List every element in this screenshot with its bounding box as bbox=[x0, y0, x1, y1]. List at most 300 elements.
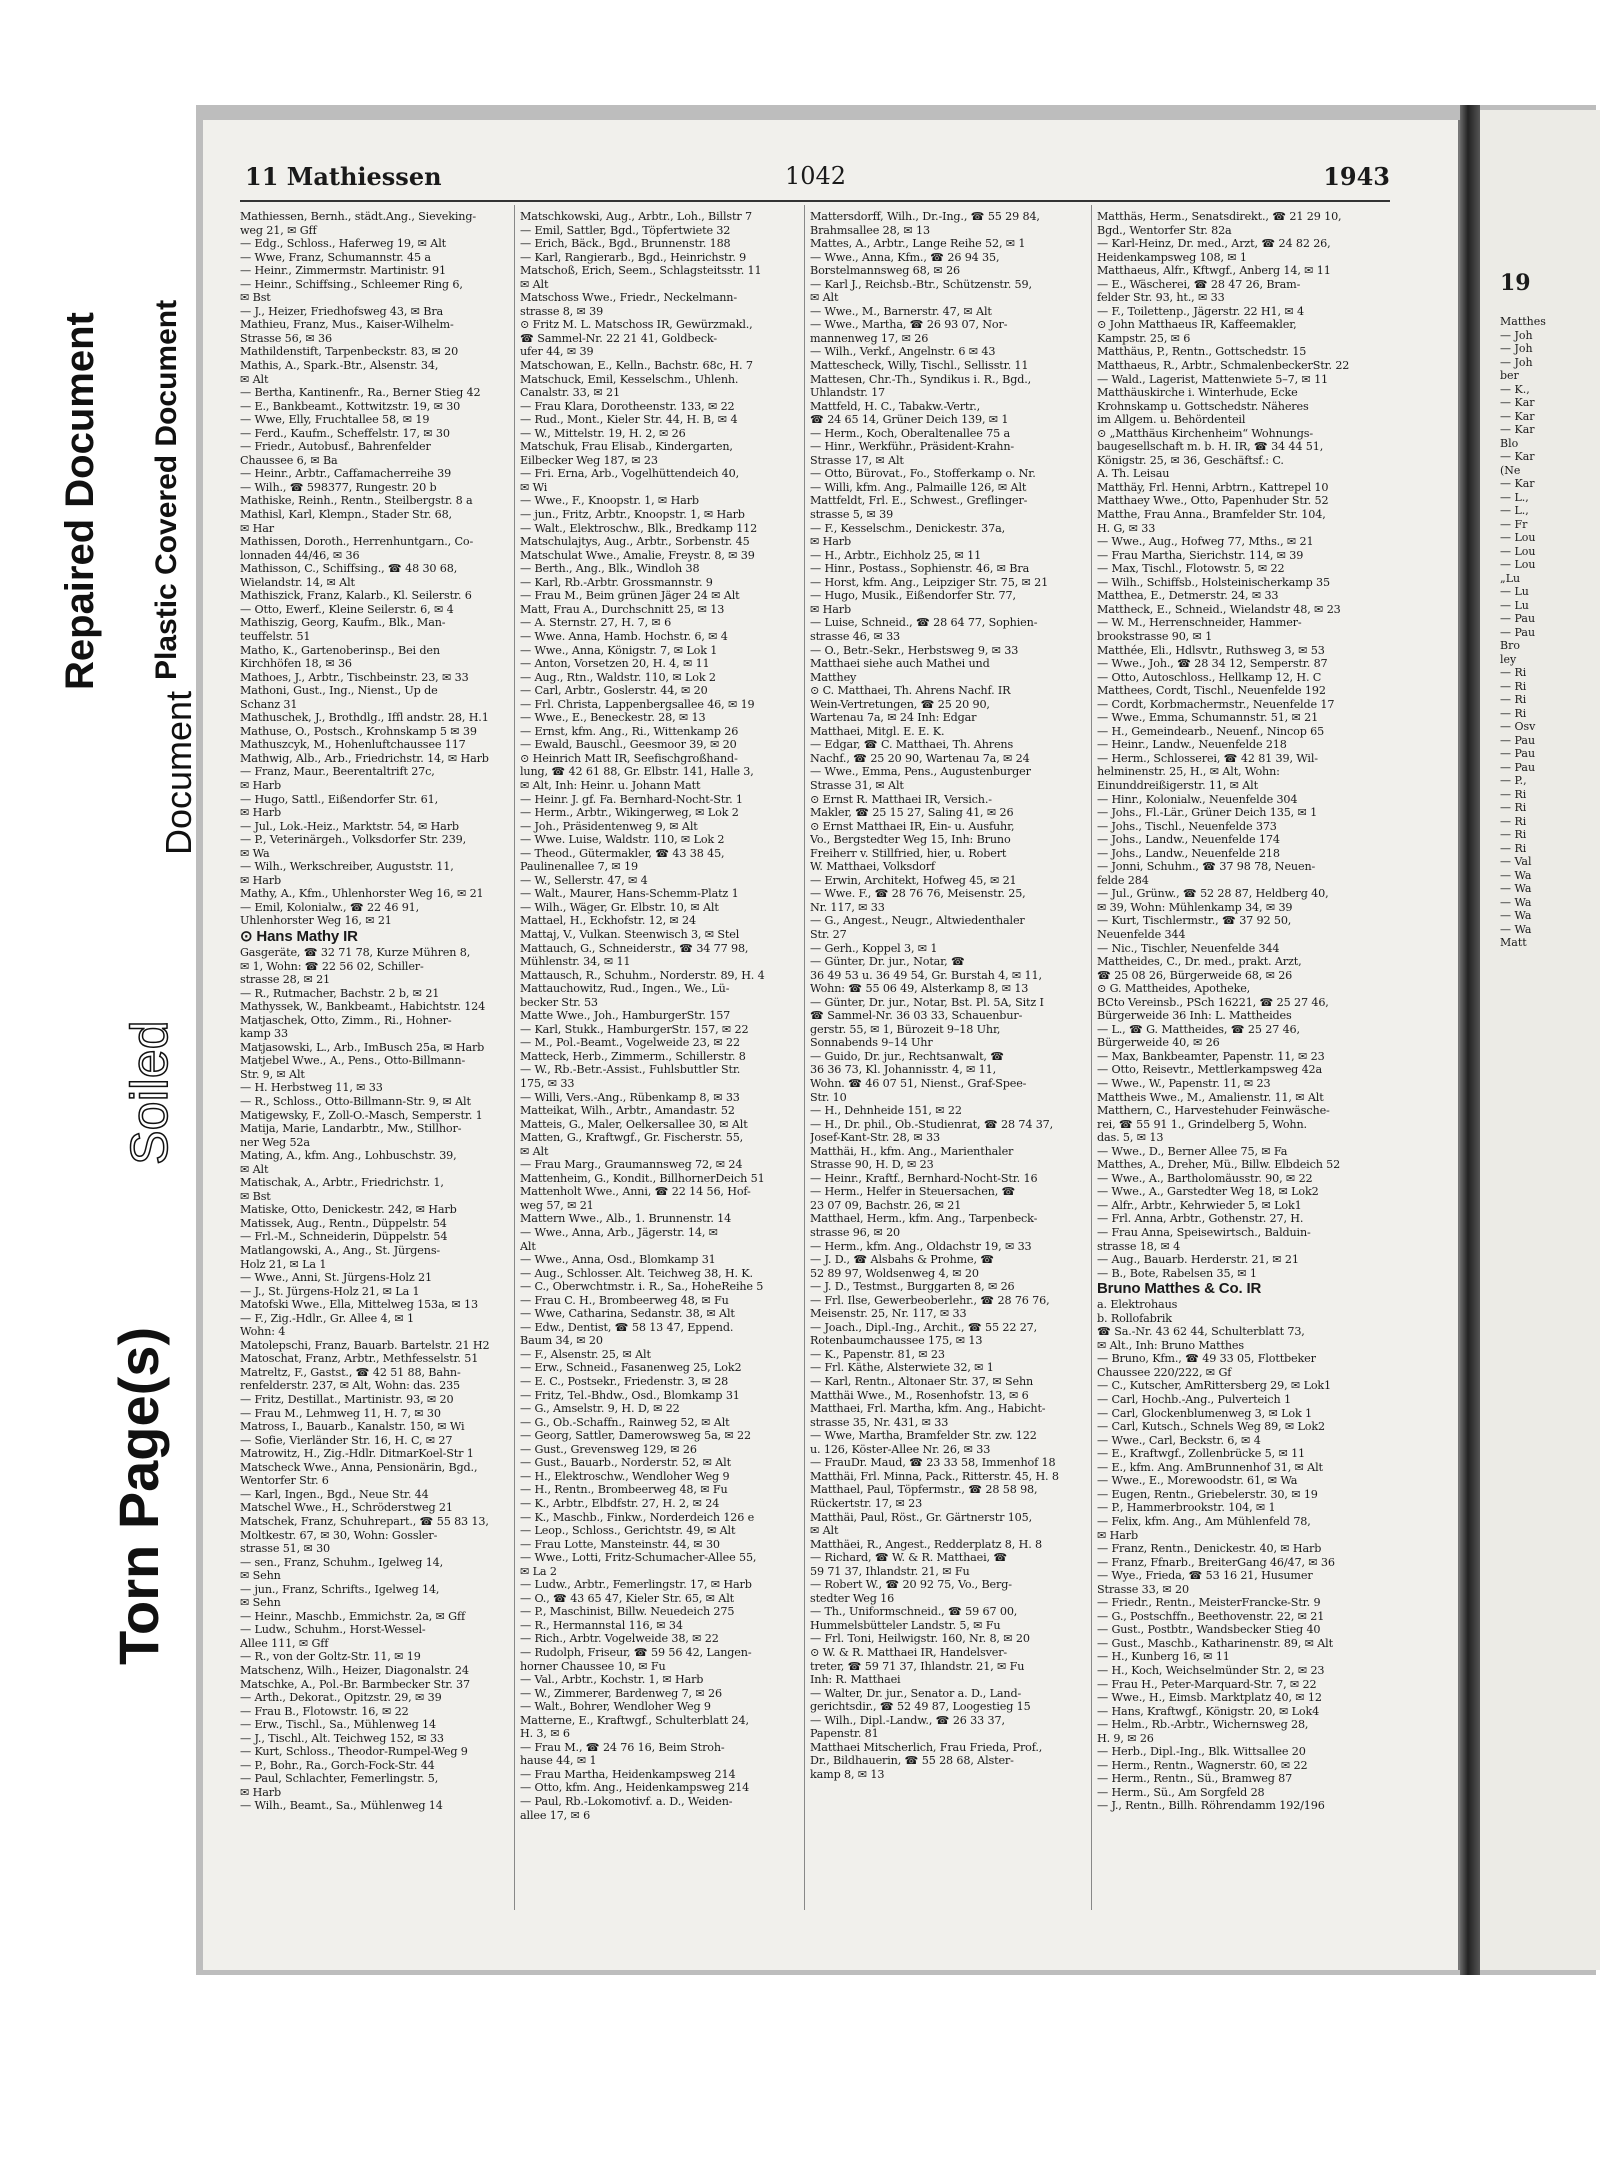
directory-column-3 bbox=[810, 210, 1078, 1910]
next-page-line: — Pau bbox=[1500, 612, 1536, 625]
directory-entry-line: — Edw., Dentist, ☎ 58 13 47, Eppend. bbox=[520, 1320, 734, 1334]
directory-entry-line: A. Th. Leisau bbox=[1097, 467, 1170, 481]
directory-entry-line: 36 36 73, Kl. Johannisstr. 4, ✉ 11, bbox=[810, 1063, 996, 1077]
directory-entry-line: Mathuse, O., Postsch., Krohnskamp 5 ✉ 39 bbox=[240, 724, 477, 738]
directory-entry-line: — Paul, Rb.-Lokomotivf. a. D., Weiden- bbox=[520, 1794, 733, 1808]
directory-entry-line: — Wilh., Beamt., Sa., Mühlenweg 14 bbox=[240, 1799, 443, 1813]
next-page-line: — Ri bbox=[1500, 801, 1527, 814]
directory-entry-line: — Wwe., Joh., ☎ 28 34 12, Semperstr. 87 bbox=[1097, 657, 1328, 671]
directory-entry-line: — W., Sellerstr. 47, ✉ 4 bbox=[520, 873, 648, 887]
directory-entry-line: Matreltz, F., Gastst., ☎ 42 51 88, Bahn- bbox=[240, 1365, 461, 1379]
directory-entry-line: Mathyssek, W., Bankbeamt., Habichtstr. 124 bbox=[240, 1000, 486, 1014]
directory-entry-line: — Wwe., Anna, Arb., Jägerstr. 14, ✉ bbox=[520, 1226, 718, 1240]
directory-entry-line: — Wwe, Franz, Schumannstr. 45 a bbox=[240, 250, 431, 264]
directory-entry-line: — H., Gemeindearb., Neuenf., Nincop 65 bbox=[1097, 724, 1325, 738]
directory-entry-line: Matthäi, H., kfm. Ang., Marienthaler bbox=[810, 1144, 1014, 1158]
directory-entry-line: Mattern Wwe., Alb., 1. Brunnenstr. 14 bbox=[520, 1212, 732, 1226]
directory-entry-line: Matthey bbox=[810, 670, 857, 684]
directory-entry-line: Matjasowski, L., Arb., ImBusch 25a, ✉ Harb bbox=[240, 1040, 485, 1054]
directory-entry-line: — F., Kesselschm., Denickestr. 37a, bbox=[810, 521, 1005, 535]
directory-entry-line: Bruno Matthes & Co. IR bbox=[1097, 1280, 1262, 1298]
directory-entry-line: Matthaeus, Alfr., Kftwgf., Anberg 14, ✉ 11 bbox=[1097, 264, 1331, 278]
directory-entry-line: — Johs., Tischl., Neuenfelde 373 bbox=[1097, 819, 1277, 833]
directory-entry-line: — Richard, ☎ W. & R. Matthaei, ☎ bbox=[810, 1551, 1008, 1565]
directory-entry-line: — Rich., Arbtr. Vogelweide 38, ✉ 22 bbox=[520, 1632, 719, 1646]
directory-entry-line: — Hugo, Musik., Eißendorfer Str. 77, bbox=[810, 589, 1016, 603]
directory-entry-line: Matschulat Wwe., Amalie, Freystr. 8, ✉ 39 bbox=[520, 548, 755, 562]
next-page-line: — Kar bbox=[1500, 450, 1535, 463]
directory-entry-line: ✉ Harb bbox=[240, 806, 281, 820]
directory-entry-line: u. 126, Köster-Allee Nr. 26, ✉ 33 bbox=[810, 1442, 991, 1456]
directory-entry-line: — Hinr., Kolonialw., Neuenfelde 304 bbox=[1097, 792, 1298, 806]
directory-entry-line: — Wwe., A., Garstedter Weg 18, ✉ Lok2 bbox=[1097, 1185, 1319, 1199]
directory-entry-line: — P., Maschinist, Billw. Neuedeich 275 bbox=[520, 1605, 735, 1619]
directory-entry-line: Str. 10 bbox=[810, 1090, 847, 1104]
directory-entry-line: Matthaei, Frl. Martha, kfm. Ang., Habicht- bbox=[810, 1402, 1046, 1416]
directory-entry-line: weg 21, ✉ Gff bbox=[240, 223, 317, 237]
next-page-line: — Joh bbox=[1500, 355, 1533, 369]
directory-entry-line: — W., Zimmerer, Bardenweg 7, ✉ 26 bbox=[520, 1686, 722, 1700]
directory-entry-line: ⊙ G. Mattheides, Apotheke, bbox=[1097, 982, 1251, 996]
directory-entry-line: — E., Wäscherei, ☎ 28 47 26, Bram- bbox=[1097, 277, 1301, 291]
directory-entry-line: — Johs., Landw., Neuenfelde 218 bbox=[1097, 846, 1280, 860]
directory-entry-line: — Karl, Stukk., HamburgerStr. 157, ✉ 22 bbox=[520, 1022, 749, 1036]
directory-entry-line: ⊙ Ernst Matthaei IR, Ein- u. Ausfuhr, bbox=[810, 819, 1015, 833]
directory-entry-line: — Wilh., Schiffsb., Holsteinischerkamp 35 bbox=[1097, 575, 1330, 589]
directory-entry-line: ✉ Bst bbox=[240, 291, 271, 305]
book-gutter bbox=[1460, 105, 1480, 1975]
directory-entry-line: — R., Schloss., Otto-Billmann-Str. 9, ✉ Alt bbox=[240, 1095, 471, 1108]
directory-entry-line: Matthäus, P., Rentn., Gottschedstr. 15 bbox=[1097, 345, 1307, 359]
directory-entry-line: — J., Rentn., Billh. Röhrendamm 192/196 bbox=[1097, 1799, 1325, 1813]
directory-entry-line: Matthaeus, R., Arbtr., SchmalenbeckerStr. 22 bbox=[1097, 359, 1350, 373]
directory-entry-line: — Franz, Ffnarb., BreiterGang 46/47, ✉ 36 bbox=[1097, 1555, 1335, 1569]
directory-entry-line: 52 89 97, Woldsenweg 4, ✉ 20 bbox=[810, 1266, 979, 1280]
directory-entry-line: — Wwe., W., Papenstr. 11, ✉ 23 bbox=[1097, 1077, 1271, 1090]
directory-entry-line: Mattersdorff, Wilh., Dr.-Ing., ☎ 55 29 84, bbox=[810, 210, 1040, 223]
directory-entry-line: — Gust., Grevensweg 129, ✉ 26 bbox=[520, 1442, 697, 1456]
directory-entry-line: das. 5, ✉ 13 bbox=[1097, 1131, 1164, 1145]
directory-entry-line: — Herm., Helfer in Steuersachen, ☎ bbox=[810, 1185, 1016, 1199]
next-page-line: — Joh bbox=[1500, 342, 1533, 355]
directory-entry-line: Matthäi, Paul, Röst., Gr. Gärtnerstr 105, bbox=[810, 1510, 1033, 1524]
directory-entry-line: Mathy, A., Kfm., Uhlenhorster Weg 16, ✉ 21 bbox=[240, 887, 484, 901]
directory-entry-line: — H., Dehnheide 151, ✉ 22 bbox=[810, 1104, 962, 1118]
directory-entry-line: — R., Hermannstal 116, ✉ 34 bbox=[520, 1618, 683, 1632]
directory-column-4 bbox=[1097, 210, 1365, 1910]
directory-entry-line: — Heinr. J. gf. Fa. Bernhard-Nocht-Str. 1 bbox=[520, 792, 743, 806]
directory-entry-line: — Horst, kfm. Ang., Leipziger Str. 75, ✉ 21 bbox=[810, 575, 1049, 589]
directory-entry-line: Mattfeld, H. C., Tabakw.-Vertr., bbox=[810, 399, 981, 413]
directory-entry-line: ✉ Wi bbox=[520, 480, 548, 494]
next-page-line: — Kar bbox=[1500, 409, 1535, 423]
directory-entry-line: Matthes, A., Dreher, Mü., Billw. Elbdeich 52 bbox=[1097, 1158, 1341, 1172]
directory-entry-line: — Wilh., Werkschreiber, Auguststr. 11, bbox=[240, 860, 454, 874]
directory-entry-line: — Bruno, Kfm., ☎ 49 33 05, Flottbeker bbox=[1097, 1352, 1316, 1366]
directory-entry-line: — Karl, Rangierarb., Bgd., Heinrichstr. 9 bbox=[520, 250, 747, 264]
directory-entry-line: — G., Angest., Neugr., Altwiedenthaler bbox=[810, 914, 1025, 928]
directory-entry-line: — Ferd., Kaufm., Scheffelstr. 17, ✉ 30 bbox=[240, 426, 450, 440]
directory-entry-line: H. G, ✉ 33 bbox=[1097, 521, 1156, 535]
directory-entry-line: strasse 18, ✉ 4 bbox=[1097, 1239, 1181, 1253]
next-page-line: — Kar bbox=[1500, 423, 1535, 436]
column-divider bbox=[1091, 205, 1092, 1910]
directory-entry-line: — Frau B., Flotowstr. 16, ✉ 22 bbox=[240, 1704, 409, 1718]
directory-entry-line: ✉ 39, Wohn: Mühlenkamp 34, ✉ 39 bbox=[1097, 900, 1293, 914]
directory-entry-line: strasse 51, ✉ 30 bbox=[240, 1542, 331, 1556]
directory-entry-line: — W., Rb.-Betr.-Assist., Fuhlsbuttler Str. bbox=[520, 1063, 741, 1077]
next-page-line: — Ri bbox=[1500, 706, 1527, 720]
directory-entry-line: Matthäi, Frl. Minna, Pack., Ritterstr. 45, H. 8 bbox=[810, 1469, 1059, 1483]
soiled-label: Soiled bbox=[121, 1020, 179, 1165]
next-page-line: — Kar bbox=[1500, 396, 1535, 409]
directory-entry-line: Mathisson, C., Schiffsing., ☎ 48 30 68, bbox=[240, 562, 458, 576]
directory-entry-line: — Herm., Rentn., Wagnerstr. 60, ✉ 22 bbox=[1097, 1758, 1308, 1772]
directory-entry-line: Wohn. ☎ 46 07 51, Nienst., Graf-Spee- bbox=[810, 1077, 1027, 1090]
directory-entry-line: — Gerh., Koppel 3, ✉ 1 bbox=[810, 941, 938, 955]
directory-entry-line: — Heinr., Kraftf., Bernhard-Nocht-Str. 16 bbox=[810, 1171, 1038, 1185]
directory-entry-line: Mathiszig, Georg, Kaufm., Blk., Man- bbox=[240, 616, 446, 630]
next-page-line: — Osv bbox=[1500, 720, 1536, 733]
directory-entry-line: — Berth., Ang., Blk., Windloh 38 bbox=[520, 562, 700, 576]
directory-entry-line: — J. D., ☎ Alsbahs & Prohme, ☎ bbox=[810, 1253, 995, 1267]
directory-entry-line: Matthaey Wwe., Otto, Papenhuder Str. 52 bbox=[1097, 494, 1329, 508]
directory-entry-line: — Hinr., Werkführ., Präsident-Krahn- bbox=[810, 440, 1015, 454]
directory-entry-line: Canalstr. 33, ✉ 21 bbox=[520, 386, 620, 400]
directory-entry-line: strasse 5, ✉ 39 bbox=[810, 508, 894, 522]
directory-entry-line: Str. 9, ✉ Alt bbox=[240, 1067, 305, 1081]
directory-entry-line: — Fritz, Tel.-Bhdw., Osd., Blomkamp 31 bbox=[520, 1388, 740, 1402]
directory-entry-line: — FrauDr. Maud, ☎ 23 33 58, Immenhof 18 bbox=[810, 1456, 1056, 1470]
directory-entry-line: lonnaden 44/46, ✉ 36 bbox=[240, 548, 360, 562]
directory-entry-line: — P., Veterinärgeh., Volksdorfer Str. 239, bbox=[240, 833, 467, 847]
directory-entry-line: Heidenkampsweg 108, ✉ 1 bbox=[1097, 250, 1247, 264]
directory-entry-line: Mathieu, Franz, Mus., Kaiser-Wilhelm- bbox=[240, 318, 454, 332]
directory-entry-line: — Wwe, Martha, Bramfelder Str. zw. 122 bbox=[810, 1429, 1037, 1443]
directory-entry-line: Matte Wwe., Joh., HamburgerStr. 157 bbox=[520, 1009, 731, 1023]
directory-entry-line: ✉ Alt., Inh: Bruno Matthes bbox=[1097, 1338, 1244, 1352]
directory-entry-line: Matissek, Aug., Rentn., Düppelstr. 54 bbox=[240, 1216, 447, 1230]
directory-entry-line: Matho, K., Gartenoberinsp., Bei den bbox=[240, 643, 440, 657]
directory-entry-line: ☎ Sammel-Nr. 36 03 33, Schauenbur- bbox=[810, 1009, 1023, 1023]
directory-entry-line: — Karl, Rb.-Arbtr. Grossmannstr. 9 bbox=[520, 575, 713, 589]
directory-entry-line: — Aug., Rtn., Waldstr. 110, ✉ Lok 2 bbox=[520, 670, 716, 684]
directory-entry-line: rei, ☎ 55 91 1., Grindelberg 5, Wohn. bbox=[1097, 1117, 1307, 1131]
directory-entry-line: — Willi, Vers.-Ang., Rübenkamp 8, ✉ 33 bbox=[520, 1090, 740, 1104]
directory-entry-line: — Th., Uniformschneid., ☎ 59 67 00, bbox=[810, 1605, 1018, 1619]
directory-entry-line: Dr., Bildhauerin, ☎ 55 28 68, Alster- bbox=[810, 1754, 1014, 1768]
directory-entry-line: — Herm., Sü., Am Sorgfeld 28 bbox=[1097, 1785, 1265, 1799]
directory-entry-line: — Wwe. Luise, Waldstr. 110, ✉ Lok 2 bbox=[520, 833, 725, 847]
directory-entry-line: — F., Zig.-Hdlr., Gr. Allee 4, ✉ 1 bbox=[240, 1311, 414, 1325]
directory-entry-line: Mattausch, R., Schuhm., Norderstr. 89, H. 4 bbox=[520, 968, 765, 982]
next-page-line: Matt bbox=[1500, 936, 1527, 949]
directory-entry-line: — H., Kunberg 16, ✉ 11 bbox=[1097, 1650, 1230, 1664]
directory-entry-line: Josef-Kant-Str. 28, ✉ 33 bbox=[810, 1131, 940, 1145]
directory-entry-line: brookstrasse 90, ✉ 1 bbox=[1097, 629, 1213, 643]
directory-entry-line: helminenstr. 25, H., ✉ Alt, Wohn: bbox=[1097, 765, 1280, 779]
directory-entry-line: Matthaei, Mitgl. E. E. K. bbox=[810, 724, 945, 738]
directory-entry-line: gerstr. 55, ✉ 1, Bürozeit 9–18 Uhr, bbox=[810, 1022, 1001, 1036]
directory-entry-line: weg 57, ✉ 21 bbox=[520, 1198, 594, 1212]
directory-entry-line: felder Str. 93, ht., ✉ 33 bbox=[1097, 291, 1225, 305]
directory-entry-line: — G., Postschffn., Beethovenstr. 22, ✉ 21 bbox=[1097, 1609, 1325, 1623]
directory-entry-line: Matschkowski, Aug., Arbtr., Loh., Billstr 7 bbox=[520, 210, 752, 223]
directory-entry-line: — P., Hammerbrookstr. 104, ✉ 1 bbox=[1097, 1501, 1276, 1515]
directory-entry-line: ✉ La 2 bbox=[520, 1564, 557, 1578]
directory-entry-line: — O., ☎ 43 65 47, Kieler Str. 65, ✉ Alt bbox=[520, 1591, 734, 1605]
directory-entry-line: Matschke, A., Pol.-Br. Barmbecker Str. 37 bbox=[240, 1677, 470, 1691]
directory-entry-line: Matthea, E., Detmerstr. 24, ✉ 33 bbox=[1097, 589, 1279, 603]
directory-entry-line: — Erw., Schneid., Fasanenweg 25, Lok2 bbox=[520, 1361, 742, 1375]
directory-entry-line: ✉ Harb bbox=[1097, 1528, 1138, 1542]
directory-entry-line: hause 44, ✉ 1 bbox=[520, 1754, 597, 1768]
directory-entry-line: — Heinr., Maschb., Emmichstr. 2a, ✉ Gff bbox=[240, 1609, 465, 1623]
directory-entry-line: strasse 46, ✉ 33 bbox=[810, 629, 901, 643]
next-page-line: (Ne bbox=[1500, 463, 1521, 477]
next-page-line: — Pau bbox=[1500, 747, 1536, 760]
directory-entry-line: 175, ✉ 33 bbox=[520, 1077, 575, 1090]
directory-entry-line: — Hans, Kraftwgf., Königstr. 20, ✉ Lok4 bbox=[1097, 1704, 1320, 1718]
directory-entry-line: — Frau M., Beim grünen Jäger 24 ✉ Alt bbox=[520, 589, 740, 603]
directory-entry-line: ✉ Sehn bbox=[240, 1596, 281, 1610]
directory-entry-line: Alt bbox=[520, 1239, 536, 1253]
directory-entry-line: Uhlandstr. 17 bbox=[810, 386, 886, 400]
directory-entry-line: — Wwe. F., ☎ 28 76 76, Meisenstr. 25, bbox=[810, 887, 1026, 901]
directory-entry-line: Strasse 56, ✉ 36 bbox=[240, 331, 332, 345]
directory-entry-line: — Carl, Glockenblumenweg 3, ✉ Lok 1 bbox=[1097, 1406, 1312, 1420]
directory-entry-line: ⊙ Ernst R. Matthaei IR, Versich.- bbox=[810, 792, 992, 806]
directory-entry-line: — Ludw., Schuhm., Horst-Wessel- bbox=[240, 1623, 426, 1637]
directory-entry-line: Inh: R. Matthaei bbox=[810, 1673, 901, 1687]
directory-entry-line: Mathuschek, J., Brothdlg., Iffl andstr. 28, H.1 bbox=[240, 711, 489, 725]
directory-entry-line: mannenweg 17, ✉ 26 bbox=[810, 331, 929, 345]
directory-entry-line: — Herm., Schlosserei, ☎ 42 81 39, Wil- bbox=[1097, 751, 1318, 765]
directory-entry-line: — Wwe. Anna, Hamb. Hochstr. 6, ✉ 4 bbox=[520, 629, 728, 643]
next-page-line: — Lou bbox=[1500, 544, 1536, 558]
directory-entry-line: — H., Rentn., Brombeerweg 48, ✉ Fu bbox=[520, 1483, 728, 1497]
directory-entry-line: Sonnabends 9–14 Uhr bbox=[810, 1036, 933, 1050]
directory-entry-line: — O., Betr.-Sekr., Herbstsweg 9, ✉ 33 bbox=[810, 643, 1019, 657]
directory-entry-line: BCto Vereinsb., PSch 16221, ☎ 25 27 46, bbox=[1097, 995, 1329, 1009]
directory-entry-line: Nr. 117, ✉ 33 bbox=[810, 900, 885, 914]
directory-entry-line: — Robert W., ☎ 20 92 75, Vo., Berg- bbox=[810, 1578, 1012, 1592]
directory-entry-line: — G., Amselstr. 9, H. D, ✉ 22 bbox=[520, 1402, 680, 1416]
directory-entry-line: Neuenfelde 344 bbox=[1097, 927, 1186, 941]
directory-entry-line: — Frau Martha, Heidenkampsweg 214 bbox=[520, 1767, 736, 1781]
directory-entry-line: Wielandstr. 14, ✉ Alt bbox=[240, 575, 355, 589]
directory-entry-line: Matteck, Herb., Zimmerm., Schillerstr. 8 bbox=[520, 1049, 746, 1063]
next-page-line: — L., bbox=[1500, 504, 1529, 517]
next-page-line: — Ri bbox=[1500, 693, 1527, 706]
directory-entry-line: — Rud., Mont., Kieler Str. 44, H. B, ✉ 4 bbox=[520, 413, 738, 427]
directory-entry-line: Str. 27 bbox=[810, 927, 847, 941]
directory-entry-line: — Erich, Bäck., Bgd., Brunnenstr. 188 bbox=[520, 237, 731, 251]
next-page-line: — K., bbox=[1500, 382, 1530, 396]
directory-entry-line: Matt, Frau A., Durchschnitt 25, ✉ 13 bbox=[520, 602, 725, 616]
directory-entry-line: ✉ Alt, Inh: Heinr. u. Johann Matt bbox=[520, 778, 701, 792]
directory-entry-line: — Emil, Kolonialw., ☎ 22 46 91, bbox=[240, 900, 420, 914]
directory-entry-line: — Walt., Elektroschw., Blk., Bredkamp 112 bbox=[520, 521, 758, 535]
directory-entry-line: ☎ Sa.-Nr. 43 62 44, Schulterblatt 73, bbox=[1097, 1325, 1305, 1339]
directory-entry-line: — Bertha, Kantinenfr., Ra., Berner Stieg 42 bbox=[240, 386, 481, 400]
directory-entry-line: Matthée, Eli., Hdlsvtr., Ruthsweg 3, ✉ 53 bbox=[1097, 643, 1325, 657]
directory-entry-line: — Herm., Koch, Oberaltenallee 75 a bbox=[810, 426, 1010, 440]
directory-entry-line: horner Chaussee 10, ✉ Fu bbox=[520, 1659, 666, 1673]
directory-entry-line: — J., Heizer, Friedhofsweg 43, ✉ Bra bbox=[240, 304, 444, 318]
directory-entry-line: Mattaj, V., Vulkan. Steenwisch 3, ✉ Stel bbox=[520, 927, 740, 941]
directory-entry-line: — Emil, Sattler, Bgd., Töpfertwiete 32 bbox=[520, 223, 731, 237]
directory-entry-line: — Walter, Dr. jur., Senator a. D., Land- bbox=[810, 1686, 1022, 1700]
next-page-line: — L., bbox=[1500, 490, 1529, 504]
directory-entry-line: — Wwe., E., Beneckestr. 28, ✉ 13 bbox=[520, 711, 706, 725]
directory-entry-line: strasse 96, ✉ 20 bbox=[810, 1226, 901, 1240]
directory-entry-line: — Leop., Schloss., Gerichtstr. 49, ✉ Alt bbox=[520, 1524, 736, 1538]
directory-entry-line: Papenstr. 81 bbox=[810, 1727, 879, 1741]
directory-entry-line: Strasse 17, ✉ Alt bbox=[810, 453, 904, 467]
directory-entry-line: teuffelstr. 51 bbox=[240, 629, 311, 643]
directory-entry-line: Matischak, A., Arbtr., Friedrichstr. 1, bbox=[240, 1176, 444, 1190]
directory-entry-line: — Frau Lotte, Mansteinstr. 44, ✉ 30 bbox=[520, 1537, 720, 1551]
directory-entry-line: Krohnskamp u. Gottschedstr. Näheres bbox=[1097, 399, 1309, 413]
directory-entry-line: — Guido, Dr. jur., Rechtsanwalt, ☎ bbox=[810, 1049, 1005, 1063]
directory-entry-line: ✉ 1, Wohn: ☎ 22 56 02, Schiller- bbox=[240, 959, 424, 973]
directory-entry-line: — Hinr., Postass., Sophienstr. 46, ✉ Bra bbox=[810, 562, 1030, 576]
directory-entry-line: — Wwe., H., Eimsb. Marktplatz 40, ✉ 12 bbox=[1097, 1691, 1322, 1705]
directory-entry-line: ⊙ Fritz M. L. Matschoss IR, Gewürzmakl., bbox=[520, 318, 753, 332]
directory-entry-line: — Walt., Maurer, Hans-Schemm-Platz 1 bbox=[520, 887, 739, 901]
directory-entry-line: — J., Tischl., Alt. Teichweg 152, ✉ 33 bbox=[240, 1731, 444, 1745]
next-page-line: — Ri bbox=[1500, 666, 1527, 679]
directory-entry-line: — Wilh., ☎ 598377, Rungestr. 20 b bbox=[240, 480, 437, 494]
directory-entry-line: allee 17, ✉ 6 bbox=[520, 1808, 591, 1822]
directory-entry-line: — Heinr., Landw., Neuenfelde 218 bbox=[1097, 738, 1287, 752]
directory-entry-line: ✉ Alt bbox=[520, 277, 549, 291]
directory-entry-line: ✉ Alt bbox=[240, 1162, 269, 1176]
directory-entry-line: — Franz, Rentn., Denickestr. 40, ✉ Harb bbox=[1097, 1542, 1322, 1556]
directory-entry-line: ⊙ Heinrich Matt IR, Seefischgroßhand- bbox=[520, 751, 738, 765]
directory-entry-line: — H. Herbstweg 11, ✉ 33 bbox=[240, 1081, 383, 1095]
directory-entry-line: — Frau M., ☎ 24 76 16, Beim Stroh- bbox=[520, 1740, 725, 1754]
plastic-covered-label: Plastic Covered Document bbox=[150, 299, 183, 680]
directory-entry-line: — Johs., Fl.-Lär., Grüner Deich 135, ✉ 1 bbox=[1097, 806, 1318, 820]
directory-entry-line: — Otto, Autoschloss., Hellkamp 12, H. C bbox=[1097, 670, 1322, 684]
directory-entry-line: Moltkestr. 67, ✉ 30, Wohn: Gossler- bbox=[240, 1528, 438, 1542]
directory-entry-line: — Felix, kfm. Ang., Am Mühlenfeld 78, bbox=[1097, 1514, 1311, 1528]
directory-entry-line: — F., Alsenstr. 25, ✉ Alt bbox=[520, 1347, 651, 1361]
directory-entry-line: Mathildenstift, Tarpenbeckstr. 83, ✉ 20 bbox=[240, 345, 459, 359]
directory-entry-line: Paulinenallee 7, ✉ 19 bbox=[520, 860, 638, 874]
directory-entry-line: Hummelsbütteler Landstr. 5, ✉ Fu bbox=[810, 1618, 1001, 1632]
directory-entry-line: Nachf., ☎ 25 20 90, Wartenau 7a, ✉ 24 bbox=[810, 751, 1030, 765]
directory-entry-line: ⊙ W. & R. Matthaei IR, Handelsver- bbox=[810, 1645, 1008, 1659]
directory-entry-line: — Wwe., Anni, St. Jürgens-Holz 21 bbox=[240, 1271, 432, 1285]
directory-entry-line: Kirchhöfen 18, ✉ 36 bbox=[240, 657, 352, 671]
directory-entry-line: Mattheis Wwe., M., Amalienstr. 11, ✉ Alt bbox=[1097, 1090, 1324, 1104]
directory-entry-line: — Wwe, Catharina, Sedanstr. 38, ✉ Alt bbox=[520, 1307, 735, 1321]
directory-entry-line: — Wald., Lagerist, Mattenwiete 5–7, ✉ 11 bbox=[1097, 372, 1329, 386]
directory-entry-line: — Herm., kfm. Ang., Oldachstr 19, ✉ 33 bbox=[810, 1239, 1032, 1253]
directory-entry-line: Einunddreißigerstr. 11, ✉ Alt bbox=[1097, 778, 1258, 792]
directory-entry-line: — Wwe., Aug., Hofweg 77, Mths., ✉ 21 bbox=[1097, 535, 1314, 549]
directory-entry-line: Matschek, Franz, Schuhrepart., ☎ 55 83 13, bbox=[240, 1514, 489, 1528]
directory-entry-line: Mattauch, G., Schneiderstr., ☎ 34 77 98, bbox=[520, 941, 749, 955]
next-page-line: — Kar bbox=[1500, 477, 1535, 490]
directory-entry-line: Matterne, E., Kraftwgf., Schulterblatt 24, bbox=[520, 1713, 749, 1727]
directory-entry-line: Bürgerweide 36 Inh: L. Mattheides bbox=[1097, 1009, 1292, 1023]
directory-entry-line: — Karl, Ingen., Bgd., Neue Str. 44 bbox=[240, 1487, 429, 1501]
directory-entry-line: — Friedr., Rentn., MeisterFrancke-Str. 9 bbox=[1097, 1596, 1321, 1610]
directory-entry-line: — Nic., Tischler, Neuenfelde 344 bbox=[1097, 941, 1280, 955]
directory-entry-line: Holz 21, ✉ La 1 bbox=[240, 1257, 327, 1271]
directory-entry-line: Matten, G., Kraftwgf., Gr. Fischerstr. 55, bbox=[520, 1131, 744, 1145]
directory-entry-line: — Fri. Erna, Arb., Vogelhüttendeich 40, bbox=[520, 467, 740, 481]
directory-entry-line: — Wwe., M., Barnerstr. 47, ✉ Alt bbox=[810, 304, 992, 318]
directory-entry-line: H. 9, ✉ 26 bbox=[1097, 1731, 1154, 1745]
directory-entry-line: — Karl-Heinz, Dr. med., Arzt, ☎ 24 82 26, bbox=[1097, 237, 1331, 251]
directory-entry-line: ⊙ „Matthäus Kirchenheim“ Wohnungs- bbox=[1097, 426, 1313, 440]
next-page-line: — Wa bbox=[1500, 909, 1532, 922]
directory-entry-line: Wartenau 7a, ✉ 24 Inh: Edgar bbox=[810, 711, 977, 725]
directory-entry-line: Matthäy, Frl. Henni, Arbtrn., Kattrepel 10 bbox=[1097, 480, 1329, 494]
directory-entry-line: Matthael, Herm., kfm. Ang., Tarpenbeck- bbox=[810, 1212, 1038, 1226]
directory-column-1 bbox=[240, 210, 508, 1910]
directory-entry-line: Matschoß, Erich, Seem., Schlagsteitsstr. 11 bbox=[520, 264, 762, 278]
directory-entry-line: — Walt., Bohrer, Wendloher Weg 9 bbox=[520, 1700, 711, 1714]
directory-entry-line: — E. C., Postsekr., Friedenstr. 3, ✉ 28 bbox=[520, 1375, 729, 1389]
directory-entry-line: a. Elektrohaus bbox=[1097, 1298, 1178, 1312]
directory-entry-line: — F., Toilettenp., Jägerstr. 22 H1, ✉ 4 bbox=[1097, 304, 1304, 318]
directory-entry-line: — Wwe., F., Knoopstr. 1, ✉ Harb bbox=[520, 494, 699, 508]
next-page-line: ber bbox=[1500, 369, 1519, 382]
next-page-line: — Pau bbox=[1500, 625, 1536, 639]
directory-entry-line: 59 71 37, Ihlandstr. 21, ✉ Fu bbox=[810, 1564, 970, 1578]
directory-entry-line: — K., Papenstr. 81, ✉ 23 bbox=[810, 1347, 945, 1361]
directory-entry-line: — J. D., Testmst., Burggarten 8, ✉ 26 bbox=[810, 1280, 1015, 1294]
directory-entry-line: — Friedr., Autobusf., Bahrenfelder bbox=[240, 440, 431, 454]
directory-entry-line: ⊙ John Matthaeus IR, Kaffeemakler, bbox=[1097, 318, 1297, 332]
directory-entry-line: — H., Arbtr., Eichholz 25, ✉ 11 bbox=[810, 548, 982, 562]
directory-entry-line: — Frl. Toni, Heilwigstr. 160, Nr. 8, ✉ 20 bbox=[810, 1632, 1030, 1646]
directory-entry-line: — Willi, kfm. Ang., Palmaille 126, ✉ Alt bbox=[810, 480, 1027, 494]
next-page-line: Blo bbox=[1500, 436, 1519, 450]
directory-entry-line: Eilbecker Weg 187, ✉ 23 bbox=[520, 453, 658, 467]
directory-entry-line: — B., Bote, Rabelsen 35, ✉ 1 bbox=[1097, 1266, 1257, 1280]
directory-entry-line: — Anton, Vorsetzen 20, H. 4, ✉ 11 bbox=[520, 657, 710, 671]
next-page-line: — Wa bbox=[1500, 922, 1532, 936]
directory-entry-line: — Aug., Schlosser. Alt. Teichweg 38, H. K. bbox=[520, 1266, 753, 1280]
directory-entry-line: treter, ☎ 59 71 37, Ihlandstr. 21, ✉ Fu bbox=[810, 1659, 1025, 1673]
directory-entry-line: — C., Kutscher, AmRittersberg 29, ✉ Lok1 bbox=[1097, 1379, 1332, 1393]
directory-entry-line: — Frl. Christa, Lappenbergsallee 46, ✉ 19 bbox=[520, 697, 755, 711]
directory-entry-line: Matschoss Wwe., Friedr., Neckelmann- bbox=[520, 291, 737, 305]
directory-entry-line: — Jul., Grünw., ☎ 52 28 87, Heldberg 40, bbox=[1097, 887, 1329, 901]
directory-entry-line: — Wwe, Elly, Fruchtallee 58, ✉ 19 bbox=[240, 413, 430, 427]
directory-entry-line: Rückertstr. 17, ✉ 23 bbox=[810, 1496, 923, 1510]
directory-entry-line: — Wwe., Anna, Osd., Blomkamp 31 bbox=[520, 1253, 716, 1267]
directory-entry-line: Borstelmannsweg 68, ✉ 26 bbox=[810, 264, 960, 278]
directory-entry-line: — Max, Tischl., Flotowstr. 5, ✉ 22 bbox=[1097, 562, 1285, 576]
directory-entry-line: Mattael, H., Eckhofstr. 12, ✉ 24 bbox=[520, 914, 696, 928]
directory-entry-line: — Carl, Arbtr., Goslerstr. 44, ✉ 20 bbox=[520, 684, 708, 698]
directory-entry-line: Matthäi Wwe., M., Rosenhofstr. 13, ✉ 6 bbox=[810, 1388, 1029, 1402]
directory-entry-line: — Otto, Ewerf., Kleine Seilerstr. 6, ✉ 4 bbox=[240, 602, 454, 616]
directory-entry-line: — Max, Bankbeamter, Papenstr. 11, ✉ 23 bbox=[1097, 1049, 1325, 1063]
directory-entry-line: Baum 34, ✉ 20 bbox=[520, 1334, 603, 1348]
header-rule bbox=[240, 200, 1390, 202]
page-header bbox=[245, 162, 1390, 196]
directory-entry-line: ☎ 24 65 14, Grüner Deich 139, ✉ 1 bbox=[810, 413, 1009, 427]
